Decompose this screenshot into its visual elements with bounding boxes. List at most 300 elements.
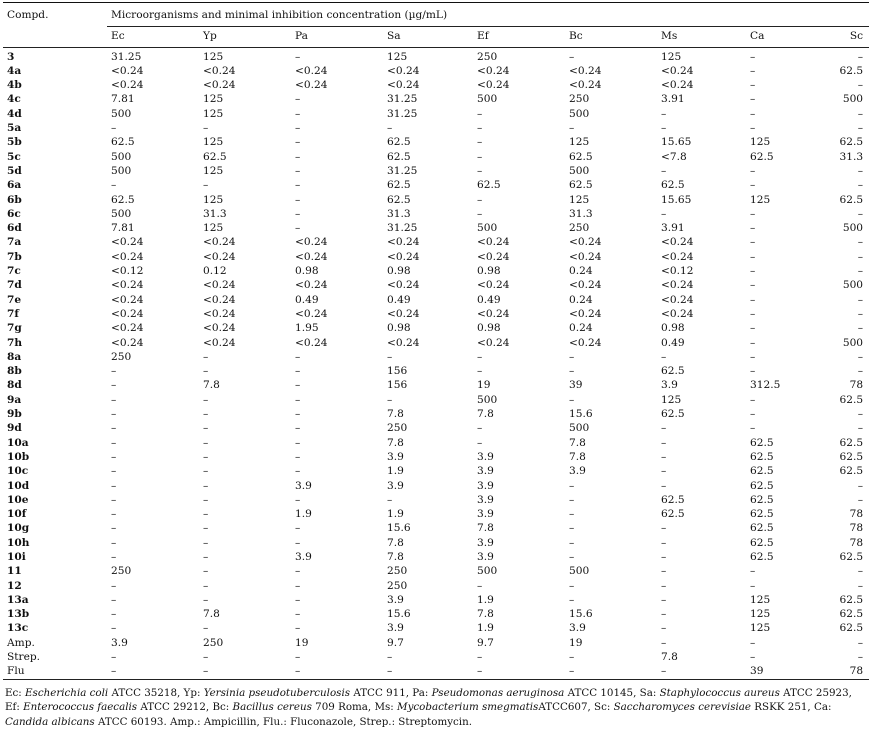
compound-id-cell: 10b: [7, 450, 30, 463]
mic-value-cell: 125: [387, 50, 408, 63]
mic-value-cell: –: [477, 651, 483, 664]
mic-value-cell: 500: [477, 93, 498, 106]
mic-value-cell: 62.5: [839, 550, 864, 563]
mic-value-cell: –: [295, 579, 301, 592]
table-row: [3, 47, 869, 64]
mic-value-cell: <0.24: [295, 250, 328, 263]
table-row: [3, 564, 869, 578]
mic-value-cell: –: [203, 493, 209, 506]
column-header-pa: Pa: [295, 30, 308, 43]
mic-value-cell: –: [750, 336, 756, 349]
footnote-text: RSKK 251, Ca:: [751, 701, 832, 714]
mic-value-cell: –: [203, 350, 209, 363]
mic-value-cell: –: [750, 122, 756, 135]
mic-value-cell: –: [750, 350, 756, 363]
compound-id-cell: 10d: [7, 479, 30, 492]
mic-value-cell: –: [750, 365, 756, 378]
mic-value-cell: 39: [569, 379, 583, 392]
table-row: [3, 78, 869, 92]
mic-value-cell: 3.9: [387, 593, 404, 606]
mic-value-cell: 0.12: [203, 265, 227, 278]
mic-value-cell: –: [477, 436, 483, 449]
compound-id-cell: 13c: [7, 622, 29, 635]
compd-header: Compd.: [7, 9, 49, 21]
mic-value-cell: 62.5: [661, 365, 685, 378]
mic-value-cell: 62.5: [387, 179, 411, 192]
compound-id-cell: 7f: [7, 307, 19, 320]
mic-value-cell: 62.5: [750, 150, 774, 163]
mic-value-cell: 1.9: [387, 508, 404, 521]
mic-value-cell: 1.9: [295, 508, 312, 521]
mic-value-cell: <0.24: [569, 79, 602, 92]
mic-value-cell: 62.5: [387, 136, 411, 149]
compound-id-cell: 9a: [7, 393, 22, 406]
mic-value-cell: 250: [569, 93, 590, 106]
compound-id-cell: 11: [7, 565, 22, 578]
mic-value-cell: 125: [203, 107, 224, 120]
mic-value-cell: 0.49: [387, 293, 411, 306]
mic-value-cell: –: [750, 207, 756, 220]
mic-value-cell: 125: [203, 222, 224, 235]
mic-value-cell: 7.8: [661, 651, 678, 664]
mic-value-cell: 500: [569, 164, 590, 177]
empty-header-cell: [3, 27, 107, 47]
mic-value-cell: 1.9: [477, 593, 494, 606]
table-row: [3, 493, 869, 507]
mic-value-cell: –: [661, 593, 667, 606]
mic-value-cell: 0.98: [661, 322, 685, 335]
mic-value-cell: –: [295, 164, 301, 177]
compound-id-cell: 7e: [7, 293, 22, 306]
mic-value-cell: –: [203, 465, 209, 478]
mic-value-cell: 500: [842, 279, 864, 292]
column-header-yp: Yp: [203, 30, 217, 43]
mic-value-cell: –: [295, 393, 301, 406]
mic-value-cell: <0.24: [661, 79, 694, 92]
mic-value-cell: –: [111, 422, 117, 435]
footnote-text: 709 Roma, Ms:: [311, 701, 398, 714]
mic-value-cell: 3.9: [477, 493, 494, 506]
mic-value-cell: –: [295, 350, 301, 363]
mic-value-cell: –: [857, 50, 864, 63]
mic-value-cell: <0.24: [661, 279, 694, 292]
mic-table-figure: [3, 2, 869, 729]
table-row: [3, 307, 869, 321]
mic-value-cell: –: [295, 536, 301, 549]
mic-value-cell: 500: [842, 336, 864, 349]
mic-value-cell: 250: [203, 636, 224, 649]
mic-value-cell: 500: [569, 107, 590, 120]
mic-value-cell: –: [750, 579, 756, 592]
organism-name: Yersinia pseudotuberculosis: [203, 686, 351, 699]
compound-id-cell: 7h: [7, 336, 23, 349]
mic-value-cell: –: [295, 622, 301, 635]
table-row: [3, 607, 869, 621]
mic-value-cell: –: [661, 350, 667, 363]
mic-value-cell: 15.65: [661, 193, 692, 206]
mic-value-cell: –: [477, 422, 483, 435]
mic-value-cell: –: [857, 307, 864, 320]
mic-value-cell: <0.24: [569, 307, 602, 320]
mic-value-cell: –: [203, 365, 209, 378]
mic-value-cell: 3.9: [661, 379, 678, 392]
mic-value-cell: –: [477, 579, 483, 592]
mic-value-cell: –: [295, 150, 301, 163]
mic-value-cell: –: [857, 179, 864, 192]
compound-id-cell: 4c: [7, 93, 21, 106]
mic-value-cell: <7.8: [661, 150, 687, 163]
mic-value-cell: <0.24: [477, 64, 510, 77]
mic-value-cell: –: [857, 236, 864, 249]
mic-value-cell: –: [295, 365, 301, 378]
mic-value-cell: –: [750, 236, 756, 249]
mic-value-cell: –: [203, 450, 209, 463]
mic-value-cell: –: [111, 493, 117, 506]
mic-value-cell: –: [111, 393, 117, 406]
mic-value-cell: 19: [569, 636, 583, 649]
organism-name: Pseudomonas aeruginosa: [431, 686, 565, 699]
mic-value-cell: <0.24: [387, 79, 420, 92]
mic-value-cell: 15.6: [387, 608, 411, 621]
mic-value-cell: –: [111, 408, 117, 421]
table-row: [3, 464, 869, 478]
mic-value-cell: 7.8: [569, 436, 586, 449]
organism-name: Saccharomyces cerevisiae: [613, 701, 752, 714]
mic-value-cell: 7.8: [387, 436, 404, 449]
mic-value-cell: –: [857, 350, 864, 363]
mic-value-cell: 62.5: [750, 508, 774, 521]
mic-value-cell: <0.24: [387, 236, 420, 249]
mic-value-cell: 31.3: [387, 207, 411, 220]
mic-value-cell: 0.24: [569, 293, 593, 306]
mic-value-cell: 78: [849, 379, 864, 392]
mic-value-cell: –: [203, 550, 209, 563]
mic-value-cell: –: [295, 93, 301, 106]
mic-value-cell: 156: [387, 379, 408, 392]
mic-value-cell: –: [857, 265, 864, 278]
mic-value-cell: –: [661, 465, 667, 478]
mic-value-cell: –: [477, 107, 483, 120]
mic-value-cell: –: [111, 436, 117, 449]
mic-value-cell: –: [857, 107, 864, 120]
mic-value-cell: –: [857, 579, 864, 592]
compound-id-cell: 4d: [7, 107, 22, 120]
mic-value-cell: 0.24: [569, 265, 593, 278]
mic-value-cell: <0.24: [295, 279, 328, 292]
table-row: [3, 421, 869, 435]
table-row: [3, 521, 869, 535]
compound-id-cell: 10i: [7, 550, 26, 563]
mic-value-cell: 62.5: [839, 136, 864, 149]
mic-value-cell: 62.5: [203, 150, 227, 163]
mic-value-cell: –: [661, 608, 667, 621]
mic-value-cell: 62.5: [750, 536, 774, 549]
mic-value-cell: 62.5: [661, 508, 685, 521]
compound-id-cell: 5c: [7, 150, 21, 163]
mic-value-cell: –: [661, 550, 667, 563]
mic-value-cell: –: [387, 493, 393, 506]
mic-value-cell: 62.5: [839, 450, 864, 463]
microorganisms-group-header: Microorganisms and minimal inhibition concentration (µg/mL): [107, 3, 869, 27]
mic-value-cell: –: [857, 408, 864, 421]
mic-value-cell: 3.9: [477, 550, 494, 563]
compound-id-cell: 5a: [7, 122, 22, 135]
mic-value-cell: –: [295, 665, 301, 678]
table-row: [3, 135, 869, 149]
mic-value-cell: <0.24: [111, 236, 144, 249]
mic-value-cell: 3.9: [477, 508, 494, 521]
mic-value-cell: 125: [203, 93, 224, 106]
mic-value-cell: –: [111, 651, 117, 664]
mic-value-cell: 7.8: [387, 550, 404, 563]
mic-value-cell: –: [750, 50, 756, 63]
table-row: [3, 536, 869, 550]
table-row: [3, 636, 869, 650]
mic-value-cell: –: [750, 64, 756, 77]
mic-value-cell: –: [661, 450, 667, 463]
mic-value-cell: 78: [849, 522, 864, 535]
mic-value-cell: <0.24: [295, 307, 328, 320]
mic-value-cell: 3.9: [569, 622, 586, 635]
mic-value-cell: 9.7: [387, 636, 404, 649]
mic-value-cell: –: [477, 350, 483, 363]
mic-value-cell: 312.5: [750, 379, 781, 392]
table-row: [3, 178, 869, 192]
compound-id-cell: 7d: [7, 279, 22, 292]
mic-value-cell: –: [750, 222, 756, 235]
mic-value-cell: –: [569, 350, 575, 363]
mic-value-cell: –: [661, 207, 667, 220]
mic-value-cell: –: [203, 536, 209, 549]
mic-value-cell: –: [750, 293, 756, 306]
mic-value-cell: 156: [387, 365, 408, 378]
mic-value-cell: 31.3: [203, 207, 227, 220]
compound-id-cell: 7c: [7, 265, 21, 278]
mic-value-cell: 125: [750, 608, 771, 621]
mic-value-cell: –: [111, 622, 117, 635]
mic-value-cell: 62.5: [750, 436, 774, 449]
mic-value-cell: 125: [661, 393, 682, 406]
mic-value-cell: 62.5: [661, 493, 685, 506]
mic-value-cell: –: [295, 522, 301, 535]
column-header-sc: Sc: [849, 30, 864, 43]
table-row: [3, 293, 869, 307]
mic-value-cell: <0.24: [477, 307, 510, 320]
mic-value-cell: –: [111, 450, 117, 463]
mic-value-cell: 250: [111, 565, 132, 578]
mic-value-cell: –: [295, 193, 301, 206]
footnote-text: ATCC 60193. Amp.: Ampicillin, Flu.: Fluconazole, Strep.: Streptomycin.: [94, 715, 472, 728]
mic-value-cell: 62.5: [839, 436, 864, 449]
mic-value-cell: –: [750, 322, 756, 335]
mic-value-cell: <0.24: [477, 236, 510, 249]
compound-id-cell: 7a: [7, 236, 22, 249]
mic-value-cell: 125: [203, 136, 224, 149]
mic-value-cell: 19: [477, 379, 491, 392]
compound-id-cell: 7g: [7, 322, 22, 335]
compound-id-cell: 12: [7, 579, 22, 592]
mic-value-cell: <0.24: [387, 336, 420, 349]
mic-value-cell: <0.24: [111, 250, 144, 263]
mic-value-cell: 62.5: [111, 136, 135, 149]
mic-value-cell: 62.5: [661, 408, 685, 421]
mic-value-cell: <0.24: [387, 307, 420, 320]
organism-name: Bacillus cereus: [232, 701, 312, 714]
mic-value-cell: 0.49: [477, 293, 501, 306]
mic-value-cell: –: [661, 665, 667, 678]
mic-value-cell: –: [857, 250, 864, 263]
mic-value-cell: 1.9: [477, 622, 494, 635]
mic-value-cell: –: [857, 422, 864, 435]
mic-value-cell: 78: [849, 665, 864, 678]
table-row: [3, 278, 869, 292]
mic-value-cell: –: [111, 536, 117, 549]
compound-id-cell: 9d: [7, 422, 22, 435]
table-row: [3, 221, 869, 235]
mic-value-cell: –: [387, 122, 393, 135]
mic-value-cell: –: [857, 122, 864, 135]
mic-value-cell: 3.9: [477, 479, 494, 492]
table-body: [3, 47, 869, 679]
table-row: [3, 393, 869, 407]
mic-value-cell: 31.25: [111, 50, 142, 63]
mic-value-cell: 7.81: [111, 93, 135, 106]
mic-value-cell: –: [295, 179, 301, 192]
mic-value-cell: <0.24: [661, 64, 694, 77]
mic-value-cell: 62.5: [750, 550, 774, 563]
mic-value-cell: –: [111, 665, 117, 678]
mic-value-cell: –: [569, 651, 575, 664]
mic-value-cell: <0.24: [111, 64, 144, 77]
mic-value-cell: 31.3: [839, 150, 864, 163]
mic-value-cell: –: [857, 365, 864, 378]
compound-id-cell: 10h: [7, 536, 30, 549]
mic-value-cell: –: [295, 565, 301, 578]
table-header: [3, 3, 869, 48]
footnote-text: ATCC 29212, Bc:: [137, 701, 233, 714]
mic-value-cell: 62.5: [839, 64, 864, 77]
compound-id-cell: 9b: [7, 408, 22, 421]
mic-value-cell: –: [295, 593, 301, 606]
mic-value-cell: –: [295, 50, 301, 63]
mic-value-cell: –: [569, 508, 575, 521]
mic-value-cell: <0.24: [111, 79, 144, 92]
mic-value-cell: 3.9: [111, 636, 128, 649]
mic-value-cell: –: [569, 50, 575, 63]
mic-value-cell: –: [569, 493, 575, 506]
mic-value-cell: 500: [111, 207, 132, 220]
mic-value-cell: –: [295, 465, 301, 478]
mic-value-cell: 62.5: [661, 179, 685, 192]
compound-id-cell: 4a: [7, 64, 22, 77]
mic-value-cell: –: [750, 393, 756, 406]
mic-value-cell: –: [203, 593, 209, 606]
compound-id-cell: 6b: [7, 193, 22, 206]
mic-value-cell: <0.24: [203, 279, 236, 292]
mic-value-cell: 125: [569, 136, 590, 149]
mic-value-cell: 62.5: [387, 150, 411, 163]
mic-value-cell: <0.24: [295, 64, 328, 77]
mic-value-cell: 250: [387, 579, 408, 592]
organism-name: Escherichia coli: [25, 686, 109, 699]
footnote-text: ATCC 35218, Yp:: [108, 686, 204, 699]
mic-value-cell: –: [857, 293, 864, 306]
mic-value-cell: 15.65: [661, 136, 692, 149]
mic-value-cell: 250: [387, 422, 408, 435]
mic-value-cell: –: [750, 279, 756, 292]
mic-value-cell: <0.24: [477, 279, 510, 292]
mic-value-cell: –: [857, 322, 864, 335]
mic-value-cell: 3.9: [295, 550, 312, 563]
mic-value-cell: –: [203, 522, 209, 535]
compound-id-cell: 8b: [7, 365, 22, 378]
compound-id-cell: 13b: [7, 608, 30, 621]
mic-value-cell: 78: [849, 536, 864, 549]
mic-value-cell: 500: [477, 393, 498, 406]
mic-value-cell: –: [111, 608, 117, 621]
compound-id-cell: 10g: [7, 522, 30, 535]
table-row: [3, 121, 869, 135]
mic-value-cell: 7.8: [203, 379, 220, 392]
mic-value-cell: 250: [387, 565, 408, 578]
table-row: [3, 350, 869, 364]
compound-id-cell: 7b: [7, 250, 22, 263]
mic-value-cell: 125: [203, 164, 224, 177]
mic-value-cell: 0.98: [477, 265, 501, 278]
footnote-text: ATCC607, Sc:: [538, 701, 614, 714]
table-row: [3, 579, 869, 593]
table-row: [3, 593, 869, 607]
mic-value-cell: –: [569, 393, 575, 406]
mic-value-cell: 250: [477, 50, 498, 63]
mic-value-cell: –: [750, 408, 756, 421]
mic-value-cell: –: [750, 422, 756, 435]
table-row: [3, 64, 869, 78]
mic-value-cell: –: [569, 579, 575, 592]
mic-value-cell: 62.5: [750, 522, 774, 535]
mic-value-cell: <0.24: [111, 307, 144, 320]
mic-value-cell: 62.5: [839, 393, 864, 406]
mic-value-cell: <0.24: [203, 293, 236, 306]
mic-value-cell: 0.24: [569, 322, 593, 335]
mic-value-cell: 500: [842, 222, 864, 235]
mic-value-cell: <0.24: [661, 250, 694, 263]
mic-value-cell: 19: [295, 636, 309, 649]
compound-id-cell: 3: [7, 50, 15, 63]
mic-value-cell: <0.24: [387, 64, 420, 77]
mic-value-cell: 500: [569, 422, 590, 435]
compound-id-cell: 4b: [7, 79, 22, 92]
mic-value-cell: –: [203, 579, 209, 592]
mic-value-cell: 0.98: [477, 322, 501, 335]
mic-value-cell: 62.5: [839, 622, 864, 635]
mic-value-cell: –: [661, 622, 667, 635]
mic-value-cell: –: [857, 651, 864, 664]
mic-value-cell: <0.24: [111, 322, 144, 335]
mic-value-cell: –: [750, 651, 756, 664]
mic-value-cell: –: [203, 408, 209, 421]
mic-value-cell: 0.49: [661, 336, 685, 349]
mic-value-cell: <0.24: [295, 236, 328, 249]
mic-value-cell: 7.8: [387, 536, 404, 549]
table-row: [3, 450, 869, 464]
mic-value-cell: –: [750, 93, 756, 106]
compound-id-cell: 10f: [7, 508, 27, 521]
mic-value-cell: 500: [477, 222, 498, 235]
mic-value-cell: 3.9: [477, 536, 494, 549]
mic-value-cell: <0.12: [661, 265, 694, 278]
mic-value-cell: <0.24: [203, 307, 236, 320]
